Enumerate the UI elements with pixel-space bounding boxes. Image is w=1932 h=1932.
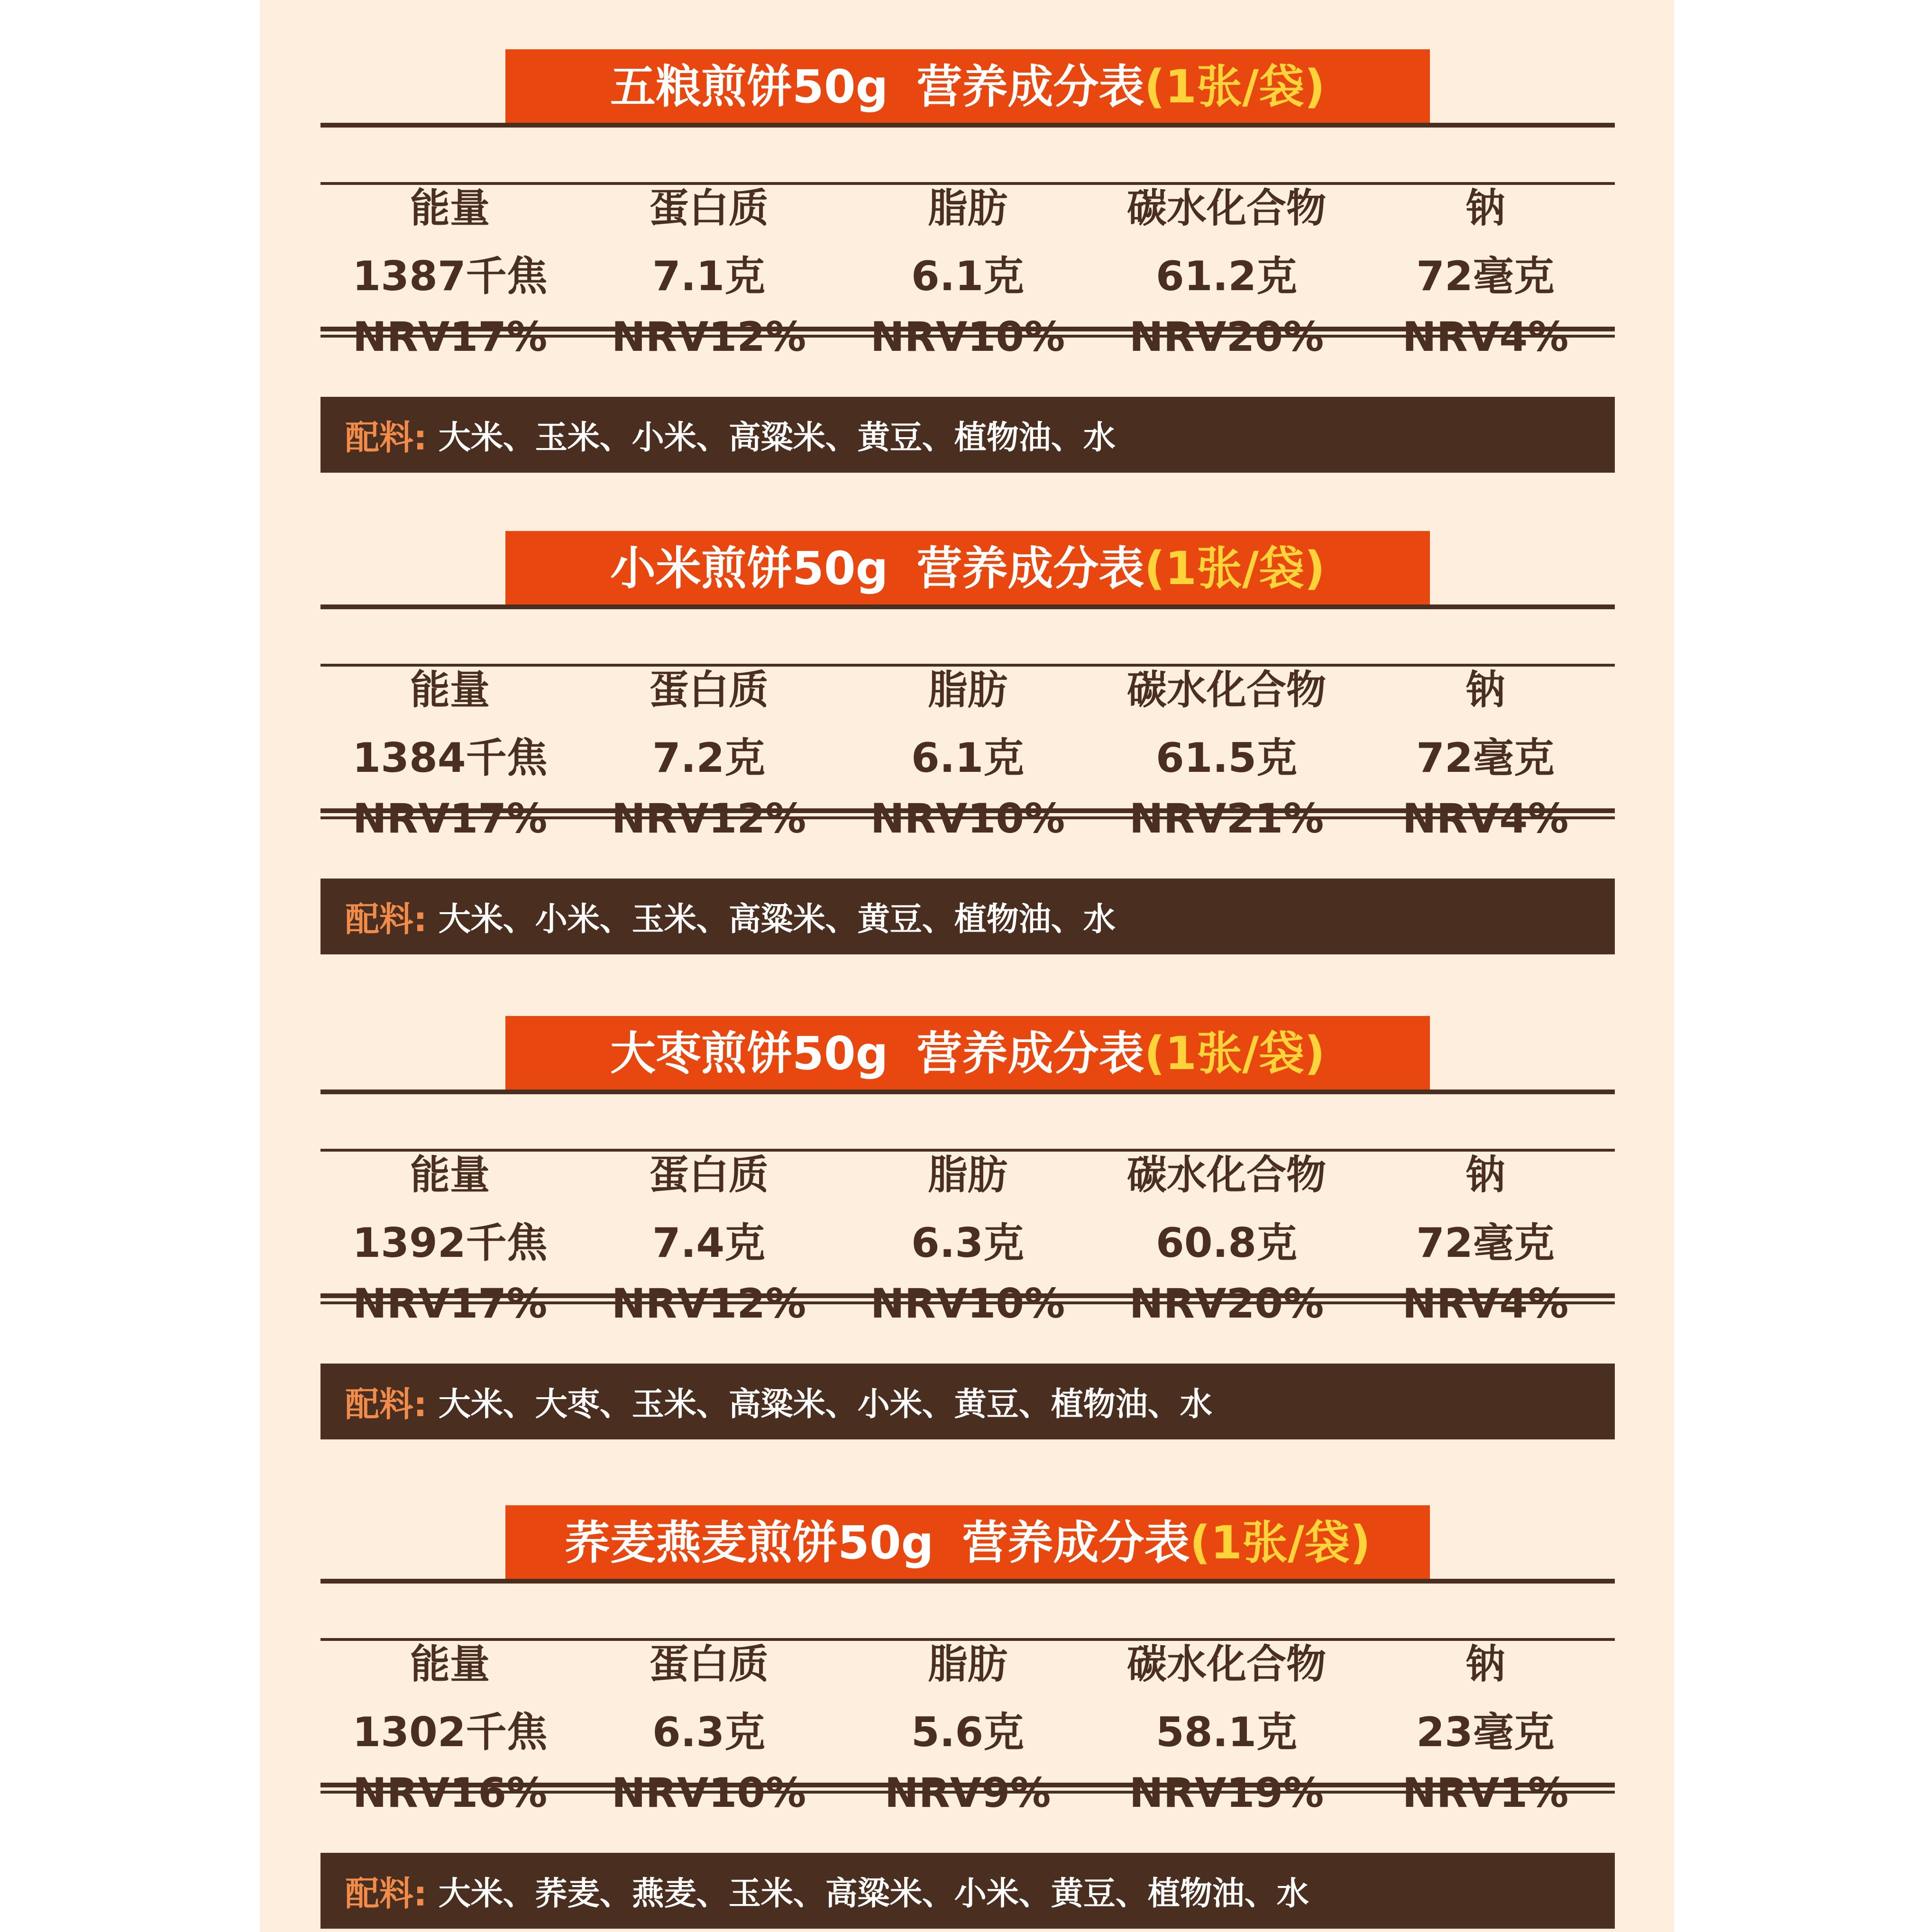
- header-protein: 蛋白质: [649, 1152, 769, 1198]
- header-protein: 蛋白质: [649, 185, 769, 231]
- energy-value: 1387千焦: [352, 253, 548, 300]
- table-title-bar: [505, 49, 1430, 124]
- table-heading: 营养成分表: [916, 60, 1145, 113]
- table-title-bar: [505, 531, 1430, 606]
- divider: [320, 604, 1615, 609]
- protein-value: 6.3克: [652, 1709, 766, 1756]
- divider: [320, 808, 1615, 813]
- divider: [320, 1783, 1615, 1787]
- product-name: 小米煎饼50g: [610, 542, 888, 595]
- energy-value: 1392千焦: [352, 1219, 548, 1267]
- ingredients-label: 配料:: [345, 1874, 427, 1914]
- header-carbohydrate: 碳水化合物: [1126, 1641, 1326, 1687]
- header-sodium: 钠: [1465, 667, 1505, 713]
- divider: [320, 335, 1615, 338]
- divider: [320, 182, 1615, 185]
- header-sodium: 钠: [1465, 185, 1505, 231]
- sodium-value: 72毫克: [1416, 1219, 1555, 1267]
- product-name: 荞麦燕麦煎饼50g: [565, 1516, 934, 1569]
- table-heading: 营养成分表: [916, 542, 1145, 595]
- header-energy: 能量: [410, 1641, 490, 1687]
- divider: [320, 1301, 1615, 1304]
- divider: [320, 1579, 1615, 1584]
- protein-value: 7.4克: [652, 1219, 766, 1267]
- value-row: [320, 730, 1615, 786]
- serving-note: (1张/袋): [1190, 1516, 1371, 1569]
- table-heading: 营养成分表: [962, 1516, 1190, 1569]
- header-row: [320, 664, 1615, 716]
- product-name: 大枣煎饼50g: [610, 1027, 888, 1080]
- header-energy: 能量: [410, 1152, 490, 1198]
- header-row: [320, 1149, 1615, 1201]
- ingredients-bar: [320, 1853, 1615, 1929]
- header-fat: 脂肪: [927, 1641, 1007, 1687]
- ingredients-label: 配料:: [345, 1384, 427, 1424]
- divider: [320, 1293, 1615, 1298]
- fat-value: 6.1克: [911, 253, 1025, 300]
- divider: [320, 1090, 1615, 1094]
- divider: [320, 664, 1615, 667]
- ingredients-bar: [320, 879, 1615, 954]
- carbohydrate-value: 58.1克: [1155, 1709, 1298, 1756]
- ingredients-list: 大米、小米、玉米、高粱米、黄豆、植物油、水: [438, 900, 1116, 938]
- divider: [320, 1149, 1615, 1152]
- header-fat: 脂肪: [927, 667, 1007, 713]
- ingredients-list: 大米、大枣、玉米、高粱米、小米、黄豆、植物油、水: [438, 1385, 1212, 1423]
- divider: [320, 1791, 1615, 1794]
- fat-value: 6.1克: [911, 734, 1025, 782]
- serving-note: (1张/袋): [1144, 542, 1325, 595]
- divider: [320, 123, 1615, 128]
- protein-value: 7.2克: [652, 734, 766, 782]
- ingredients-label: 配料:: [345, 418, 427, 458]
- carbohydrate-value: 61.5克: [1155, 734, 1298, 782]
- divider: [320, 327, 1615, 331]
- ingredients-label: 配料:: [345, 899, 427, 939]
- table-title-bar: [505, 1505, 1430, 1580]
- protein-value: 7.1克: [652, 253, 766, 300]
- header-sodium: 钠: [1465, 1641, 1505, 1687]
- table-title-bar: [505, 1016, 1430, 1091]
- value-row: [320, 248, 1615, 304]
- header-row: [320, 1638, 1615, 1690]
- fat-value: 5.6克: [911, 1709, 1025, 1756]
- product-name: 五粮煎饼50g: [610, 60, 888, 113]
- fat-value: 6.3克: [911, 1219, 1025, 1267]
- value-row: [320, 1215, 1615, 1271]
- header-sodium: 钠: [1465, 1152, 1505, 1198]
- carbohydrate-value: 60.8克: [1155, 1219, 1298, 1267]
- header-fat: 脂肪: [927, 185, 1007, 231]
- table-heading: 营养成分表: [916, 1027, 1145, 1080]
- ingredients-list: 大米、荞麦、燕麦、玉米、高粱米、小米、黄豆、植物油、水: [438, 1875, 1309, 1913]
- header-energy: 能量: [410, 185, 490, 231]
- ingredients-bar: [320, 397, 1615, 473]
- serving-note: (1张/袋): [1144, 1027, 1325, 1080]
- sodium-value: 23毫克: [1416, 1709, 1555, 1756]
- header-carbohydrate: 碳水化合物: [1126, 185, 1326, 231]
- ingredients-list: 大米、玉米、小米、高粱米、黄豆、植物油、水: [438, 419, 1116, 457]
- energy-value: 1302千焦: [352, 1709, 548, 1756]
- header-carbohydrate: 碳水化合物: [1126, 667, 1326, 713]
- ingredients-bar: [320, 1364, 1615, 1439]
- divider: [320, 816, 1615, 819]
- header-energy: 能量: [410, 667, 490, 713]
- header-carbohydrate: 碳水化合物: [1126, 1152, 1326, 1198]
- sodium-value: 72毫克: [1416, 734, 1555, 782]
- carbohydrate-value: 61.2克: [1155, 253, 1298, 300]
- divider: [320, 1638, 1615, 1641]
- energy-value: 1384千焦: [352, 734, 548, 782]
- header-fat: 脂肪: [927, 1152, 1007, 1198]
- sodium-value: 72毫克: [1416, 253, 1555, 300]
- header-protein: 蛋白质: [649, 667, 769, 713]
- header-protein: 蛋白质: [649, 1641, 769, 1687]
- header-row: [320, 182, 1615, 234]
- serving-note: (1张/袋): [1144, 60, 1325, 113]
- value-row: [320, 1704, 1615, 1760]
